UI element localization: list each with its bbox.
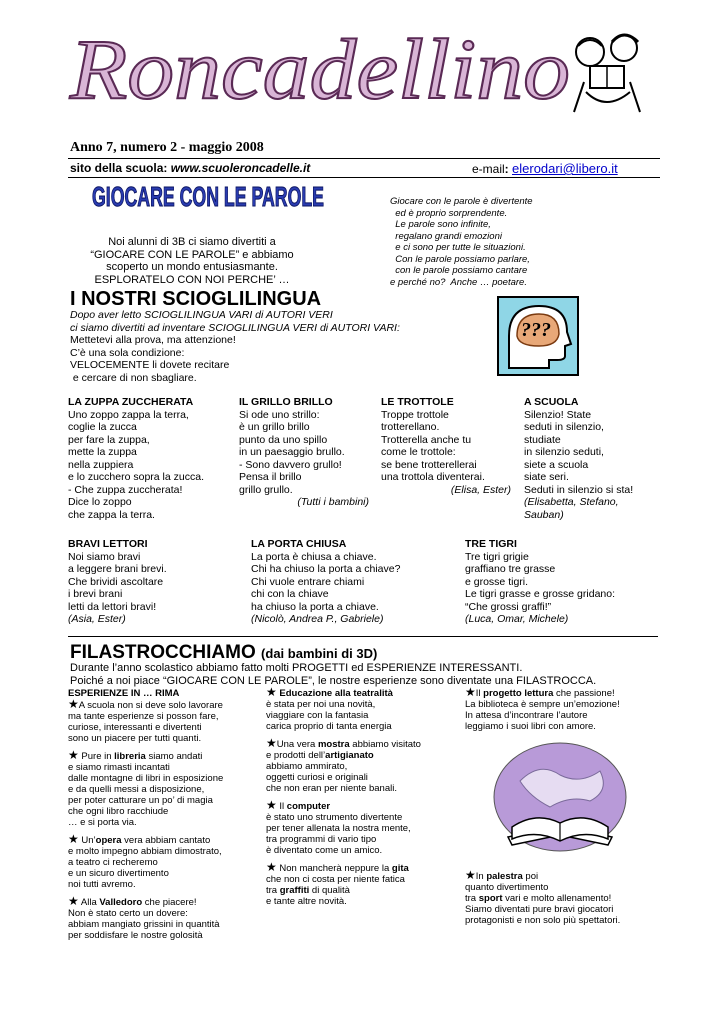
intro-line: “GIOCARE CON LE PAROLE” e abbiamo bbox=[90, 248, 294, 261]
author-credit: (Elisa, Ester) bbox=[450, 483, 511, 496]
star-bullet-icon: ★ bbox=[68, 894, 79, 908]
italic-line: ci siamo divertiti ad inventare SCIOGLILINGUA VERI di AUTORI VARI: bbox=[70, 321, 400, 334]
verse-line: in un paesaggio brullo. bbox=[239, 446, 345, 458]
verse-line: trotterellano. bbox=[381, 421, 440, 433]
rule-line: C’è una sola condizione: bbox=[70, 346, 185, 359]
scioglilingua-block bbox=[68, 538, 238, 626]
intro-line: ESPLORATELO CON NOI PERCHE’ … bbox=[94, 273, 290, 286]
stanza-first-line bbox=[266, 687, 466, 699]
verse-line: in silenzio seduti, bbox=[524, 446, 604, 458]
rhyme-stanza bbox=[68, 896, 268, 941]
banner-giocare bbox=[90, 178, 330, 214]
stanza-line: carica proprio di tanta energia bbox=[266, 721, 392, 732]
author-credit: (Luca, Omar, Michele) bbox=[465, 613, 569, 625]
rhyme-stanza bbox=[68, 699, 268, 744]
rhyme-stanza bbox=[266, 862, 466, 907]
stanza-line: è diventato come un amico. bbox=[266, 845, 383, 856]
stanza-first-line: ★In palestra poi bbox=[465, 868, 539, 882]
experiences-column bbox=[68, 699, 268, 947]
stanza-line: e da quelli messi a disposizione, bbox=[68, 784, 205, 795]
school-site: sito della scuola: www.scuoleroncadelle.it bbox=[70, 161, 311, 175]
author-credit: (Asia, Ester) bbox=[68, 613, 126, 625]
verse-line: Silenzio! State bbox=[524, 408, 592, 421]
poem-line: Le parole sono infinite, bbox=[390, 219, 491, 230]
intro-paragraph bbox=[72, 236, 312, 286]
scioglilingua-title: LE TROTTOLE bbox=[381, 396, 454, 408]
star-bullet-icon: ★ bbox=[266, 685, 277, 699]
stanza-line: tra graffiti di qualità bbox=[266, 885, 350, 896]
verse-line: Noi siamo bravi bbox=[68, 550, 141, 563]
stanza-line: dalle montagne di libri in esposizione bbox=[68, 773, 224, 784]
globe-book-illustration bbox=[490, 741, 630, 853]
masthead-title bbox=[60, 10, 580, 120]
verse-line: grillo grullo. bbox=[239, 483, 293, 496]
experiences-column-right-bottom bbox=[465, 870, 665, 932]
scioglilingua-block bbox=[524, 396, 654, 521]
stanza-line: … e si porta via. bbox=[68, 817, 137, 828]
section-intro-scioglilingua bbox=[70, 309, 490, 384]
star-bullet-icon: ★ bbox=[266, 860, 277, 874]
verse-line: coglie la zucca bbox=[68, 421, 137, 433]
email-block: e-mail: elerodari@libero.it bbox=[472, 161, 618, 176]
stanza-line: tra programmi di vario tipo bbox=[266, 834, 377, 845]
poem-line: ed è proprio sorprendente. bbox=[390, 207, 508, 219]
stanza-line: e prodotti dell’artigianato bbox=[266, 750, 374, 761]
scioglilingua-block bbox=[465, 538, 660, 626]
stanza-first-line: ★ Un’opera vera abbiam cantato bbox=[68, 832, 211, 846]
verse-line: mette la zuppa bbox=[68, 446, 137, 458]
scioglilingua-block bbox=[381, 396, 511, 496]
star-bullet-icon: ★ bbox=[68, 832, 79, 846]
filastrocchiamo-intro bbox=[70, 662, 660, 687]
verse-line: - Sono davvero grullo! bbox=[239, 458, 342, 471]
stanza-line: per poter catturare un po’ di magia bbox=[68, 795, 213, 806]
scioglilingua-title: TRE TIGRI bbox=[465, 538, 517, 550]
verse-line: Che brividi ascoltare bbox=[68, 575, 164, 588]
highlighted-word: opera bbox=[95, 835, 122, 846]
verse-line: punto da uno spillo bbox=[239, 433, 328, 446]
verse-line: che zappa la terra. bbox=[68, 508, 155, 521]
masthead-text: Roncadellino bbox=[68, 21, 570, 117]
highlighted-word: libreria bbox=[114, 751, 146, 762]
highlighted-word: mostra bbox=[317, 739, 350, 750]
scioglilingua-block bbox=[68, 396, 233, 521]
verse-line: Troppe trottole bbox=[381, 408, 449, 421]
rhyme-stanza bbox=[465, 870, 665, 926]
author-credit: (Elisabetta, Stefano, Sauban) bbox=[524, 496, 619, 521]
stanza-line: che ogni libro racchiude bbox=[68, 806, 169, 817]
star-bullet-icon: ★ bbox=[68, 697, 79, 711]
stanza-line: sono un piacere per tutti quanti. bbox=[68, 733, 202, 744]
section-title-filastrocchiamo: FILASTROCCHIAMO (dai bambini di 3D) bbox=[70, 642, 378, 663]
rule-line: Mettetevi alla prova, ma attenzione! bbox=[70, 334, 236, 346]
verse-line: seduti in silenzio, bbox=[524, 421, 604, 433]
stanza-line: e molto impegno abbiam dimostrato, bbox=[68, 846, 222, 857]
experiences-heading: ESPERIENZE IN … RIMA bbox=[68, 688, 180, 699]
section-divider bbox=[68, 636, 658, 637]
stanza-first-line: ★ Non mancherà neppure la gita bbox=[266, 860, 409, 874]
verse-line: Pensa il brillo bbox=[239, 471, 302, 483]
stanza-line: noi tutti avremo. bbox=[68, 879, 136, 890]
intro-line: scoperto un mondo entusiasmante. bbox=[106, 261, 278, 273]
scioglilingua-title: LA ZUPPA ZUCCHERATA bbox=[68, 396, 194, 408]
stanza-line: oggetti curiosi e originali bbox=[266, 772, 368, 783]
highlighted-word: palestra bbox=[486, 871, 523, 882]
section-title-scioglilingua: I NOSTRI SCIOGLILINGUA bbox=[70, 288, 322, 310]
rule-line: e cercare di non sbagliare. bbox=[70, 371, 197, 384]
star-bullet-icon: ★ bbox=[465, 868, 476, 882]
issue-line: Anno 7, numero 2 - maggio 2008 bbox=[70, 140, 264, 155]
stanza-first-line: ★Una vera mostra abbiamo visitato bbox=[266, 736, 421, 750]
stanza-first-line: ★A scuola non si deve solo lavorare bbox=[68, 697, 223, 711]
stanza-first-line: ★ Alla Valledoro che piacere! bbox=[68, 894, 197, 908]
verse-line: letti da lettori bravi! bbox=[68, 600, 157, 613]
stanza-line: che non eran per niente banali. bbox=[266, 783, 397, 794]
verse-line: “Che grossi graffi!” bbox=[465, 600, 552, 613]
stanza-line: ma tante esperienze si posson fare, bbox=[68, 711, 219, 722]
verse-line: Chi ha chiuso la porta a chiave? bbox=[251, 563, 401, 575]
author-credit: (Nicolò, Andrea P., Gabriele) bbox=[251, 613, 384, 625]
star-bullet-icon: ★ bbox=[266, 798, 277, 812]
verse-line: chi con la chiave bbox=[251, 588, 329, 600]
verse-line: La porta è chiusa a chiave. bbox=[251, 550, 377, 563]
stanza-line: quanto divertimento bbox=[465, 882, 549, 893]
rule-line: VELOCEMENTE li dovete recitare bbox=[70, 359, 230, 371]
experiences-column bbox=[266, 687, 466, 913]
author-credit: (Tutti i bambini) bbox=[297, 496, 369, 508]
star-bullet-icon: ★ bbox=[266, 736, 277, 750]
verse-line: come le trottole: bbox=[381, 446, 456, 458]
stanza-line: e tante altre novità. bbox=[266, 896, 347, 907]
rhyme-stanza bbox=[465, 687, 665, 732]
scioglilingua-title: LA PORTA CHIUSA bbox=[251, 538, 347, 550]
verse-line: è un grillo brillo bbox=[239, 421, 310, 433]
verse-line: Si ode uno strillo: bbox=[239, 408, 320, 421]
star-bullet-icon: ★ bbox=[68, 748, 79, 762]
stanza-line: viaggiare con la fantasia bbox=[266, 710, 369, 721]
stanza-line: curiose, interessanti e divertenti bbox=[68, 722, 202, 733]
verse-line: se bene trotterellerai bbox=[381, 458, 477, 471]
banner-text: GIOCARE CON LE PAROLE bbox=[92, 181, 324, 212]
verse-line: Chi vuole entrare chiami bbox=[251, 575, 365, 588]
scioglilingua-title: IL GRILLO BRILLO bbox=[239, 396, 333, 408]
stanza-line: protagonisti e non solo più spettatori. bbox=[465, 915, 621, 926]
verse-line: Trotterella anche tu bbox=[381, 433, 472, 446]
stanza-line: e siamo rimasti incantati bbox=[68, 762, 170, 773]
rhyme-stanza bbox=[266, 800, 466, 856]
thinking-head-icon bbox=[497, 296, 579, 376]
stanza-first-line: ★ Il computer bbox=[266, 798, 331, 812]
highlighted-word: Educazione alla teatralità bbox=[279, 688, 393, 699]
verse-line: siete a scuola bbox=[524, 458, 589, 471]
verse-line: graffiano tre grasse bbox=[465, 563, 556, 575]
stanza-line: abbiam mangiato grissini in quantità bbox=[68, 919, 220, 930]
filastrocchiamo-line: Durante l’anno scolastico abbiamo fatto molti PROGETTI ed ESPERIENZE INTERESSANTI. bbox=[70, 662, 523, 674]
poem-line: regalano grandi emozioni bbox=[390, 230, 502, 242]
verse-line: una trottola diventerai. bbox=[381, 471, 485, 483]
rhyme-stanza bbox=[68, 750, 268, 828]
stanza-first-line: ★ Pure in libreria siamo andati bbox=[68, 748, 203, 762]
stanza-first-line: ★Il progetto lettura che passione! bbox=[465, 685, 615, 699]
stanza-line: per tener allenata la nostra mente, bbox=[266, 823, 411, 834]
rhyme-stanza bbox=[266, 738, 466, 794]
stanza-line: Siamo diventati pure bravi giocatori bbox=[465, 904, 614, 915]
verse-line: - Che zuppa zuccherata! bbox=[68, 483, 183, 496]
reading-children-illustration bbox=[560, 22, 655, 117]
verse-line: Le tigri grasse e grosse gridano: bbox=[465, 588, 615, 600]
verse-line: per fare la zuppa, bbox=[68, 433, 150, 446]
email-link[interactable]: elerodari@libero.it bbox=[512, 161, 618, 176]
verse-line: e lo zucchero sopra la zucca. bbox=[68, 471, 204, 483]
site-bar bbox=[68, 158, 660, 178]
intro-line: Noi alunni di 3B ci siamo divertiti a bbox=[108, 236, 276, 248]
rhyme-stanza bbox=[68, 834, 268, 890]
school-site-link[interactable]: www.scuoleroncadelle.it bbox=[170, 161, 311, 175]
rhyme-stanza bbox=[266, 687, 466, 732]
poem-line: Giocare con le parole è divertente bbox=[390, 196, 533, 207]
stanza-line: e un sicuro divertimento bbox=[68, 868, 169, 879]
filastrocchiamo-line: Poiché a noi piace “GIOCARE CON LE PAROLE”, le nostre esperienze sono diventate una FILASTROCCA. bbox=[70, 674, 597, 687]
highlighted-word: computer bbox=[286, 801, 331, 812]
highlighted-word: progetto lettura bbox=[483, 688, 554, 699]
stanza-line: La biblioteca è sempre un’emozione! bbox=[465, 699, 620, 710]
scioglilingua-title: BRAVI LETTORI bbox=[68, 538, 148, 550]
stanza-line: a teatro ci recheremo bbox=[68, 857, 158, 868]
highlighted-word: Valledoro bbox=[99, 897, 143, 908]
stanza-line: che non ci costa per niente fatica bbox=[266, 874, 405, 885]
poem-line: con le parole possiamo cantare bbox=[390, 265, 528, 276]
stanza-line: è stata per noi una novità, bbox=[266, 699, 376, 710]
stanza-line: tra sport vari e molto allenamento! bbox=[465, 893, 612, 904]
verse-line: Dice lo zoppo bbox=[68, 496, 132, 508]
verse-line: a leggere brani brevi. bbox=[68, 563, 167, 575]
scioglilingua-block bbox=[239, 396, 369, 509]
stanza-line: abbiamo ammirato, bbox=[266, 761, 348, 772]
stanza-line: leggiamo i suoi libri con amore. bbox=[465, 721, 596, 732]
verse-line: nella zuppiera bbox=[68, 458, 134, 471]
verse-line: Tre tigri grigie bbox=[465, 550, 529, 563]
stanza-line: è stato uno strumento divertente bbox=[266, 812, 403, 823]
poem-line: Con le parole possiamo parlare, bbox=[390, 253, 530, 265]
stanza-line: Non è stato certo un dovere: bbox=[68, 908, 188, 919]
experiences-column-right-top bbox=[465, 687, 665, 738]
scioglilingua-title: A SCUOLA bbox=[524, 396, 579, 408]
verse-line: i brevi brani bbox=[68, 588, 123, 600]
star-bullet-icon: ★ bbox=[465, 685, 476, 699]
scioglilingua-block bbox=[251, 538, 446, 626]
stanza-line: per soddisfare le nostre golosità bbox=[68, 930, 203, 941]
poem-line: e perché no? Anche … poetare. bbox=[390, 276, 527, 288]
stanza-line: In attesa d’incontrare l’autore bbox=[465, 710, 588, 721]
verse-line: ha chiuso la porta a chiave. bbox=[251, 600, 379, 613]
intro-poem bbox=[390, 196, 570, 288]
svg-text:???: ??? bbox=[521, 319, 551, 341]
verse-line: siate seri. bbox=[524, 471, 569, 483]
verse-line: studiate bbox=[524, 433, 561, 446]
poem-line: e ci sono per tutte le situazioni. bbox=[390, 242, 526, 253]
verse-line: Seduti in silenzio si sta! bbox=[524, 483, 634, 496]
verse-line: Uno zoppo zappa la terra, bbox=[68, 408, 189, 421]
verse-line: e grosse tigri. bbox=[465, 575, 529, 588]
highlighted-word: gita bbox=[391, 863, 409, 874]
italic-line: Dopo aver letto SCIOGLILINGUA VARI di AUTORI VERI bbox=[70, 309, 333, 321]
